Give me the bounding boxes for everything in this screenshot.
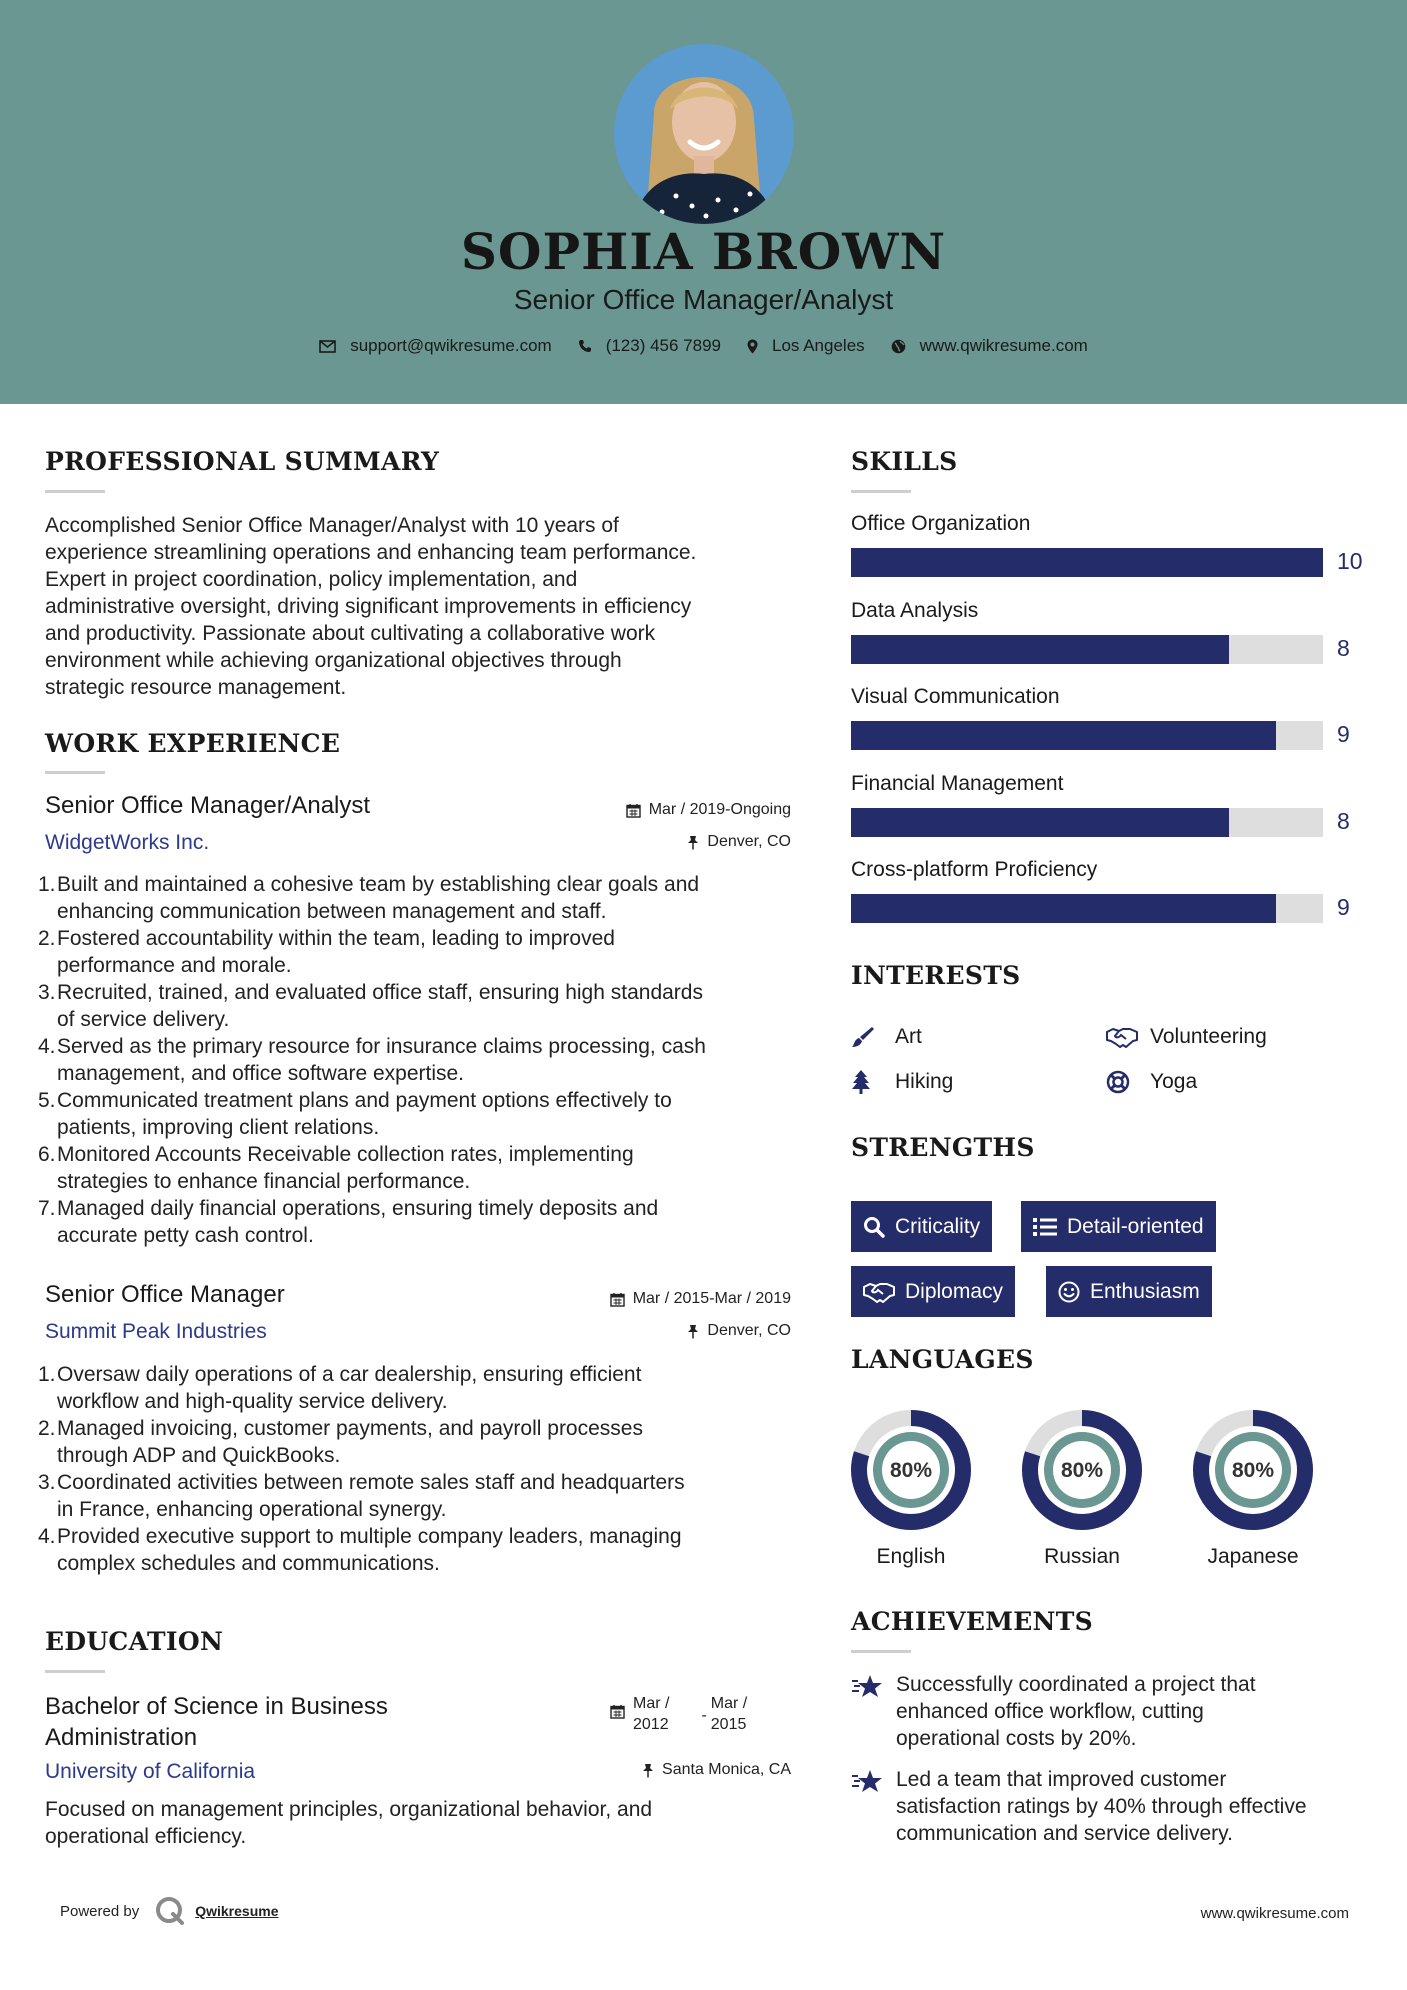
- item-line: Built and maintained a cohesive team by establishing clear goals and: [57, 873, 700, 896]
- item-line: performance and morale.: [57, 954, 292, 977]
- item-number: 2.: [38, 1417, 56, 1440]
- language-gauge: [1020, 1408, 1144, 1532]
- location-text: Los Angeles: [772, 336, 865, 355]
- skill-value: 8: [1337, 807, 1350, 834]
- skill-label: Visual Communication: [851, 685, 1060, 708]
- achievement-line: Successfully coordinated a project that: [896, 1673, 1256, 1696]
- achievement-text: [896, 1766, 1307, 1847]
- pushpin-icon: [687, 835, 699, 850]
- list-item: [38, 925, 706, 979]
- star-badge-icon: [851, 1671, 896, 1752]
- language-label: Russian: [1044, 1545, 1120, 1568]
- description-line: operational efficiency.: [45, 1825, 247, 1848]
- interest-label: Art: [895, 1025, 922, 1048]
- interest-item-art: [851, 1025, 922, 1049]
- skill-bar-fill: [851, 894, 1276, 923]
- skill-label: Office Organization: [851, 512, 1031, 535]
- job-title: Senior Office Manager: [45, 1281, 285, 1308]
- languages-heading: LANGUAGES: [851, 1345, 1034, 1374]
- item-number: 5.: [38, 1089, 56, 1112]
- skill-value: 9: [1337, 894, 1350, 920]
- degree-title: [45, 1691, 388, 1753]
- contact-location: [747, 336, 865, 356]
- list-item: [38, 871, 706, 925]
- skill-bar-track: [851, 808, 1323, 837]
- education-description: [45, 1796, 652, 1850]
- job-title: Senior Office Manager/Analyst: [45, 792, 371, 819]
- achievements-heading: ACHIEVEMENTS: [851, 1607, 1093, 1636]
- brand-link[interactable]: Qwikresume: [195, 1903, 279, 1919]
- skill-bar-track: [851, 548, 1323, 577]
- item-line: Oversaw daily operations of a car dealership, ensuring efficient: [57, 1363, 642, 1386]
- item-line: Coordinated activities between remote sales staff and headquarters: [57, 1471, 685, 1494]
- language-donut: [1191, 1408, 1315, 1532]
- achievement-item: [851, 1671, 1371, 1752]
- list-item: [38, 979, 706, 1033]
- interest-item-yoga: [1106, 1070, 1197, 1094]
- degree-line: Bachelor of Science in Business: [45, 1693, 388, 1720]
- item-line: Managed invoicing, customer payments, and payroll processes: [57, 1417, 643, 1440]
- contact-bar: [0, 336, 1407, 356]
- map-pin-icon: [747, 339, 758, 354]
- skill-value: 9: [1337, 721, 1350, 747]
- phone-text: (123) 456 7899: [605, 336, 722, 355]
- job-location-text: Denver, CO: [707, 833, 791, 850]
- job-duties-list: [38, 1361, 685, 1577]
- achievement-line: satisfaction ratings by 40% through effective: [896, 1795, 1307, 1818]
- school-name: University of California: [45, 1760, 256, 1783]
- website-text: www.qwikresume.com: [919, 336, 1088, 355]
- job-dates-text: Mar / 2019-Ongoing: [648, 801, 791, 818]
- strength-tag-enthusiasm: [1046, 1266, 1212, 1317]
- email-text: support@qwikresume.com: [350, 336, 552, 355]
- date-separator: -: [701, 1707, 707, 1724]
- item-line: Provided executive support to multiple company leaders, managing: [57, 1525, 682, 1548]
- item-line: complex schedules and communications.: [57, 1552, 440, 1575]
- interest-label: Hiking: [895, 1070, 954, 1093]
- strength-tag-criticality: [851, 1201, 992, 1252]
- interests-heading: INTERESTS: [851, 961, 1021, 990]
- summary-line: experience streamlining operations and enhancing team performance.: [45, 541, 697, 564]
- skills-rule: [851, 490, 911, 493]
- handshake-icon: [1106, 1026, 1138, 1048]
- item-line: management, and office software expertise.: [57, 1062, 465, 1085]
- tree-icon: [851, 1070, 883, 1094]
- education-location-text: Santa Monica, CA: [662, 1761, 791, 1778]
- strength-label: Diplomacy: [905, 1279, 1004, 1303]
- achievement-line: Led a team that improved customer: [896, 1768, 1227, 1791]
- experience-rule: [45, 771, 105, 774]
- item-line: through ADP and QuickBooks.: [57, 1444, 341, 1467]
- education-heading: EDUCATION: [45, 1627, 224, 1656]
- skills-heading: SKILLS: [851, 447, 958, 476]
- item-number: 7.: [38, 1197, 56, 1220]
- summary-line: Accomplished Senior Office Manager/Analyst with 10 years of: [45, 514, 619, 537]
- company-name: Summit Peak Industries: [45, 1320, 267, 1343]
- end-year: 2015: [710, 1716, 747, 1733]
- interest-item-hiking: [851, 1070, 953, 1094]
- job-location-text: Denver, CO: [707, 1322, 791, 1339]
- summary-heading: PROFESSIONAL SUMMARY: [45, 447, 440, 476]
- item-line: workflow and high-quality service delivery.: [57, 1390, 448, 1413]
- job-dates: [560, 801, 791, 819]
- summary-line: and productivity. Passionate about cultivating a collaborative work: [45, 622, 656, 645]
- strength-tag-diplomacy: [851, 1266, 1015, 1317]
- list-item: [38, 1087, 706, 1141]
- candidate-name: SOPHIA BROWN: [460, 222, 947, 281]
- education-rule: [45, 1670, 105, 1673]
- summary-line: strategic resource management.: [45, 676, 347, 699]
- job-dates: [560, 1290, 791, 1308]
- company-name: WidgetWorks Inc.: [45, 831, 210, 854]
- skill-value: 10: [1337, 548, 1363, 574]
- summary-text: [45, 512, 696, 701]
- strength-label: Enthusiasm: [1090, 1279, 1200, 1303]
- summary-line: environment while achieving organizational objectives through: [45, 649, 622, 672]
- strengths-heading: STRENGTHS: [851, 1133, 1035, 1162]
- item-number: 4.: [38, 1525, 56, 1548]
- interest-label: Volunteering: [1150, 1025, 1267, 1048]
- end-month: Mar /: [710, 1695, 748, 1712]
- interest-label: Yoga: [1150, 1070, 1198, 1093]
- contact-website[interactable]: [891, 336, 1088, 356]
- profile-photo-illustration: [614, 44, 794, 224]
- language-donut: [849, 1408, 973, 1532]
- education-end: [711, 1693, 747, 1735]
- strength-tag-detail-oriented: [1021, 1201, 1216, 1252]
- calendar-icon: [610, 1292, 625, 1307]
- item-number: 3.: [38, 1471, 56, 1494]
- description-line: Focused on management principles, organizational behavior, and: [45, 1798, 653, 1821]
- item-number: 4.: [38, 1035, 56, 1058]
- item-number: 6.: [38, 1143, 56, 1166]
- contact-email[interactable]: [319, 336, 552, 356]
- skill-label: Cross-platform Proficiency: [851, 858, 1098, 881]
- skill-label: Financial Management: [851, 771, 1064, 795]
- start-year: 2012: [633, 1716, 669, 1733]
- profile-photo: [614, 44, 794, 224]
- globe-icon: [891, 339, 906, 354]
- skill-bar-track: [851, 894, 1323, 923]
- item-line: strategies to enhance financial performance.: [57, 1170, 471, 1193]
- achievement-text: [896, 1671, 1256, 1752]
- item-number: 2.: [38, 927, 56, 950]
- contact-phone[interactable]: [578, 336, 721, 356]
- skill-bar-fill: [851, 635, 1229, 664]
- education-location: [560, 1761, 791, 1779]
- summary-line: administrative oversight, driving significant improvements in efficiency: [45, 595, 692, 618]
- donut-percent-label: 80%: [889, 1459, 933, 1482]
- list-item: [38, 1195, 706, 1249]
- pushpin-icon: [687, 1324, 699, 1339]
- item-number: 1.: [38, 873, 56, 896]
- footer-powered-by: [60, 1896, 278, 1926]
- degree-line: Administration: [45, 1724, 198, 1751]
- powered-by-text: Powered by: [60, 1902, 140, 1920]
- skill-bar-track: [851, 635, 1323, 664]
- item-line: Recruited, trained, and evaluated office staff, ensuring high standards: [57, 981, 703, 1004]
- summary-rule: [45, 490, 105, 493]
- language-gauge: [849, 1408, 973, 1532]
- star-badge-icon: [851, 1766, 896, 1847]
- lifering-icon: [1106, 1070, 1138, 1094]
- item-line: of service delivery.: [57, 1008, 230, 1031]
- job-duties-list: [38, 871, 706, 1249]
- achievement-line: communication and service delivery.: [896, 1822, 1233, 1845]
- job-location: [560, 1322, 791, 1340]
- paintbrush-icon: [851, 1025, 883, 1049]
- item-line: Fostered accountability within the team, leading to improved: [57, 927, 615, 950]
- handshake-icon: [863, 1281, 895, 1303]
- language-label: Japanese: [1207, 1545, 1299, 1568]
- list-item: [38, 1469, 685, 1523]
- achievements-rule: [851, 1650, 911, 1653]
- footer-url[interactable]: www.qwikresume.com: [1200, 1905, 1349, 1922]
- calendar-icon: [610, 1704, 625, 1735]
- donut-percent-label: 80%: [1231, 1459, 1275, 1482]
- education-start: [633, 1693, 669, 1735]
- search-icon: [863, 1216, 885, 1238]
- envelope-icon: [319, 340, 336, 353]
- skill-bar-fill: [851, 721, 1276, 750]
- summary-line: Expert in project coordination, policy implementation, and: [45, 568, 578, 591]
- calendar-icon: [626, 803, 641, 818]
- item-line: enhancing communication between management and staff.: [57, 900, 607, 923]
- strength-label: Detail-oriented: [1067, 1214, 1204, 1238]
- language-label: English: [876, 1545, 946, 1568]
- list-icon: [1033, 1217, 1057, 1237]
- interest-item-volunteering: [1106, 1025, 1267, 1049]
- item-line: patients, improving client relations.: [57, 1116, 380, 1139]
- list-item: [38, 1523, 685, 1577]
- item-line: Managed daily financial operations, ensuring timely deposits and: [57, 1197, 659, 1220]
- item-number: 3.: [38, 981, 56, 1004]
- resume-header: [0, 0, 1407, 404]
- phone-icon: [578, 339, 592, 353]
- achievement-line: enhanced office workflow, cutting: [896, 1700, 1204, 1723]
- pushpin-icon: [642, 1763, 654, 1778]
- skill-bar-fill: [851, 548, 1323, 577]
- donut-percent-label: 80%: [1060, 1459, 1104, 1482]
- qwikresume-logo-icon: [155, 1896, 185, 1926]
- strength-label: Criticality: [895, 1214, 981, 1238]
- list-item: [38, 1361, 685, 1415]
- item-line: Communicated treatment plans and payment options effectively to: [57, 1089, 672, 1112]
- list-item: [38, 1415, 685, 1469]
- list-item: [38, 1033, 706, 1087]
- skill-bar-fill: [851, 808, 1229, 837]
- achievement-item: [851, 1766, 1371, 1847]
- skill-label: Data Analysis: [851, 598, 979, 622]
- candidate-title: Senior Office Manager/Analyst: [513, 284, 894, 315]
- education-dates: [610, 1693, 747, 1735]
- job-dates-text: Mar / 2015-Mar / 2019: [632, 1290, 791, 1307]
- achievement-line: operational costs by 20%.: [896, 1727, 1137, 1750]
- item-number: 1.: [38, 1363, 56, 1386]
- skill-bar-track: [851, 721, 1323, 750]
- start-month: Mar /: [633, 1695, 670, 1712]
- job-location: [560, 833, 791, 851]
- item-line: in France, enhancing operational synergy.: [57, 1498, 447, 1521]
- list-item: [38, 1141, 706, 1195]
- language-donut: [1020, 1408, 1144, 1532]
- item-line: accurate petty cash control.: [57, 1224, 314, 1247]
- smile-icon: [1058, 1281, 1080, 1303]
- skill-value: 8: [1337, 634, 1350, 661]
- experience-heading: WORK EXPERIENCE: [45, 729, 341, 758]
- item-line: Served as the primary resource for insurance claims processing, cash: [57, 1035, 706, 1058]
- language-gauge: [1191, 1408, 1315, 1532]
- item-line: Monitored Accounts Receivable collection rates, implementing: [57, 1143, 634, 1166]
